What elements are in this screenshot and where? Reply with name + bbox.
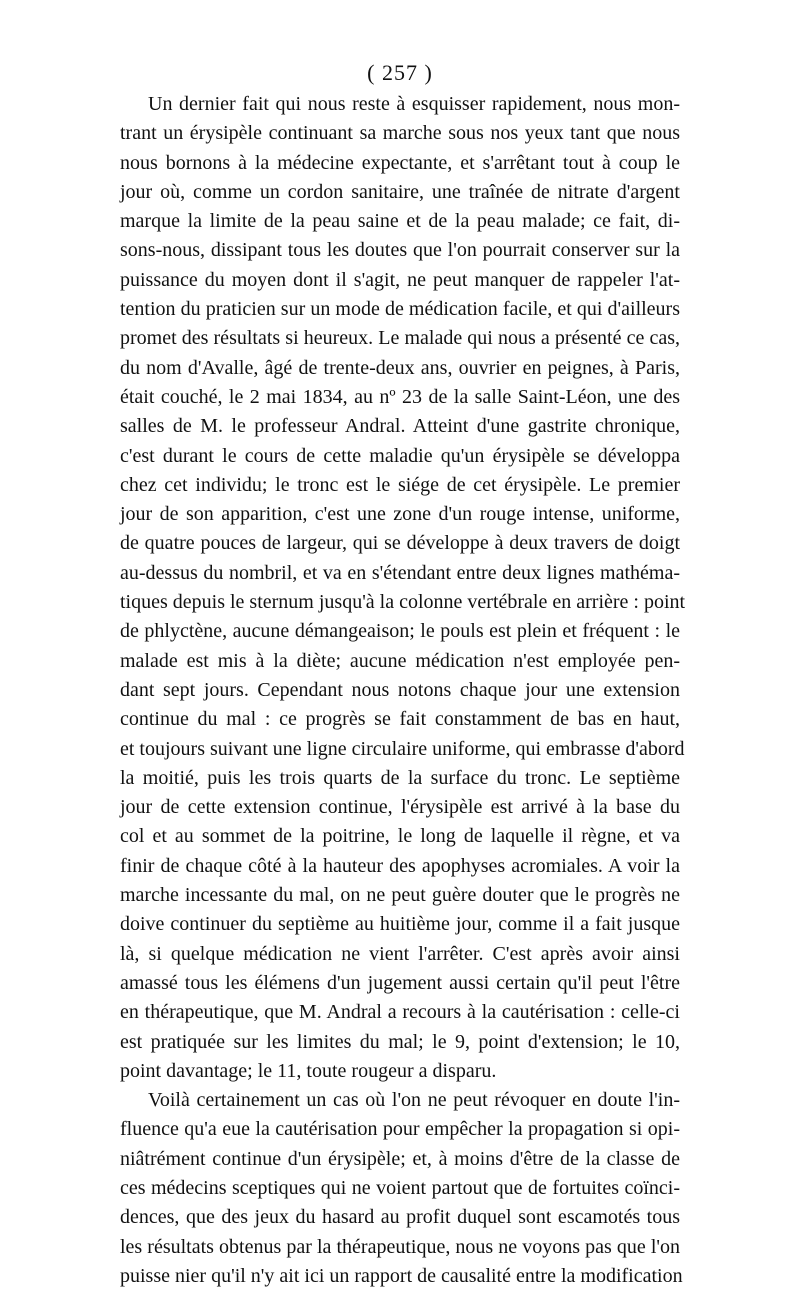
text-line: ces médecins sceptiques qui ne voient partout que de fortuites coïnci- xyxy=(120,1176,680,1199)
text-line: est pratiquée sur les limites du mal; le 9, point d'extension; le 10, xyxy=(120,1030,680,1053)
text-line: point davantage; le 11, toute rougeur a disparu. xyxy=(120,1059,497,1082)
text-line: malade est mis à la diète; aucune médication n'est employée pen- xyxy=(120,649,680,672)
text-line: Un dernier fait qui nous reste à esquisser rapidement, nous mon- xyxy=(148,93,680,115)
text-line: les résultats obtenus par la thérapeutique, nous ne voyons pas que l'on xyxy=(120,1235,680,1258)
text-line: amassé tous les élémens d'un jugement aussi certain qu'il peut l'être xyxy=(120,971,680,994)
body-text xyxy=(120,90,686,1291)
text-line: marche incessante du mal, on ne peut guère douter que le progrès ne xyxy=(120,884,680,907)
text-line: chez cet individu; le tronc est le siége de cet érysipèle. Le premier xyxy=(120,473,680,496)
text-line: c'est durant le cours de cette maladie qu'un érysipèle se développa xyxy=(120,444,680,467)
text-line: de phlyctène, aucune démangeaison; le pouls est plein et fréquent : le xyxy=(120,620,680,643)
page-number: ( 257 ) xyxy=(367,60,433,85)
text-line: et toujours suivant une ligne circulaire uniforme, qui embrasse d'abord xyxy=(120,737,685,760)
text-line: en thérapeutique, que M. Andral a recours à la cautérisation : celle-ci xyxy=(120,1001,680,1024)
text-line: col et au sommet de la poitrine, le long de laquelle il règne, et va xyxy=(120,825,680,848)
text-line: sons-nous, dissipant tous les doutes que l'on pourrait conserver sur la xyxy=(120,239,680,262)
text-line: tiques depuis le sternum jusqu'à la colonne vertébrale en arrière : point xyxy=(120,591,686,614)
text-line: de quatre pouces de largeur, qui se développe à deux travers de doigt xyxy=(120,532,680,555)
text-line: dences, que des jeux du hasard au profit duquel sont escamotés tous xyxy=(120,1206,680,1229)
text-line: finir de chaque côté à la hauteur des apophyses acromiales. A voir la xyxy=(120,854,680,877)
text-line: nous bornons à la médecine expectante, et s'arrêtant tout à coup le xyxy=(120,151,680,174)
text-line: marque la limite de la peau saine et de la peau malade; ce fait, di- xyxy=(120,210,680,233)
text-line: tention du praticien sur un mode de médication facile, et qui d'ailleurs xyxy=(120,298,680,321)
text-line: était couché, le 2 mai 1834, au nº 23 de la salle Saint-Léon, une des xyxy=(120,385,680,408)
text-line: là, si quelque médication ne vient l'arrêter. C'est après avoir ainsi xyxy=(120,942,680,965)
text-line: au-dessus du nombril, et va en s'étendant entre deux lignes mathéma- xyxy=(120,561,680,584)
text-line: jour de son apparition, c'est une zone d'un rouge intense, uniforme, xyxy=(120,503,680,526)
text-line: puisse nier qu'il n'y ait ici un rapport de causalité entre la modification xyxy=(120,1264,683,1287)
text-line: niâtrément continue d'un érysipèle; et, à moins d'être de la classe de xyxy=(120,1147,680,1170)
text-line: continue du mal : ce progrès se fait constamment de bas en haut, xyxy=(120,708,680,731)
text-line: du nom d'Avalle, âgé de trente-deux ans, ouvrier en peignes, à Paris, xyxy=(120,356,680,379)
text-line: la moitié, puis les trois quarts de la surface du tronc. Le septième xyxy=(120,766,680,789)
text-line: salles de M. le professeur Andral. Atteint d'une gastrite chronique, xyxy=(120,415,680,438)
text-line: promet des résultats si heureux. Le malade qui nous a présenté ce cas, xyxy=(120,327,680,350)
text-line: dant sept jours. Cependant nous notons chaque jour une extension xyxy=(120,678,680,701)
text-line: Voilà certainement un cas où l'on ne peut révoquer en doute l'in- xyxy=(148,1089,680,1112)
text-line: puissance du moyen dont il s'agit, ne peut manquer de rappeler l'at- xyxy=(120,268,680,291)
text-line: doive continuer du septième au huitième jour, comme il a fait jusque xyxy=(120,913,680,936)
text-line: trant un érysipèle continuant sa marche sous nos yeux tant que nous xyxy=(120,122,680,145)
text-line: fluence qu'a eue la cautérisation pour empêcher la propagation si opi- xyxy=(120,1118,680,1141)
text-line: jour où, comme un cordon sanitaire, une traînée de nitrate d'argent xyxy=(120,180,680,203)
text-line: jour de cette extension continue, l'érysipèle est arrivé à la base du xyxy=(120,796,680,819)
